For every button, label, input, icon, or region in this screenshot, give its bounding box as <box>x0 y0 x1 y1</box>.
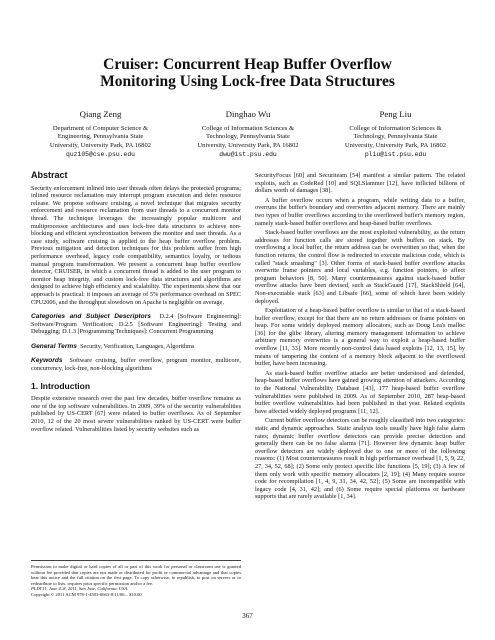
author-dept: Department of Computer Science & <box>52 125 149 133</box>
author-email: quz105@cse.psu.edu <box>65 150 136 158</box>
right-paragraph-1: SecurityFocus [60] and Securiteam [54] manifest a similar pattern. The related exploits, such as CodeRed [10] and SQLSlammer [12], have inflicted billions of dollars worth of damages [38]. <box>255 172 465 195</box>
categories-label: Categories and Subject Descriptors <box>31 313 151 321</box>
intro-heading: 1. Introduction <box>31 380 91 391</box>
author-dept-2: Technology, Pennsylvania State <box>206 133 290 141</box>
right-paragraph-3: Stack-based buffer overflows are the most exploited vulnerability, as the return addresses for function calls are stored together with buffers on stack. By overflowing a local buffer, the return address can be overwritten so that, when the function returns, the control flow is redirected to execute malicious code, which is called "stack smashing" [3]. Other forms of stack-based buffer overflow attacks overwrite frame pointers and local variables, e.g. function pointers, to affect program behaviors [8, 50]. Many countermeasures against stack-based buffer overflow attacks have been devised, such as StackGuard [17], StackShield [64], Non-executable stack [63] and Libsafe [66], some of which have been widely deployed. <box>255 229 465 305</box>
abstract-heading: Abstract <box>31 170 68 180</box>
right-paragraph-2: A buffer overflow occurs when a program, while writing data to a buffer, overruns the buffer's boundary and overwrites adjacent memory. There are mainly two types of buffer overflows according to the overflowed buffer's memory region, namely stack-based buffer overflows and heap-based buffer overflows. <box>255 196 465 227</box>
author-email: dwu@ist.psu.edu <box>219 150 277 158</box>
title-line-1: Cruiser: Concurrent Heap Buffer Overflow <box>103 56 392 73</box>
author-univ: University, University Park, PA 16802 <box>49 141 152 149</box>
right-paragraph-6: Current buffer overflow detectors can be roughly classified into two categories: static and dynamic approaches. Static analysis tools usually have high false alarm rates; dynamic buffer overflow detectors can provide precise detection and generally there can be no false alarms [71]. However few dynamic heap buffer overflow detectors are widely deployed due to one or more of the following reasons: (1) Most countermeasures result in high performance overhead [1, 5, 9, 22, 27, 34, 52, 68]; (2) Some only protect specific libc functions [5, 19]; (3) A few of them only work with specific memory allocators [2, 19]; (4) Many require source code for recompilation [1, 4, 9, 31, 34, 42, 52]; (5) Some are incompatible with legacy code [4, 31, 42]; and (6) Some require special platforms or hardware supports that are rarely available [1, 34]. <box>255 417 465 501</box>
permission-text: Permission to make digital or hard copies of all or part of this work for personal or classroom use is granted without fee provided that copies are not made or distributed for profit or commercial advantage and that copies bear this notice and the full citation on the first page. To copy otherwise, to republish, to post on servers or to redistribute to lists, requires prior specific permission and/or a fee. <box>31 564 241 586</box>
keywords-text: Software cruising, buffer overflow, program monitor, multicore, concurrency, lock-free, non-blocking algorithms <box>31 357 241 373</box>
copyright-text: Copyright © 2011 ACM 978-1-4503-0663-8/11/06... $10.00 <box>31 591 142 597</box>
author-1 <box>28 110 173 159</box>
intro-text: Despite extensive research over the past few decades, buffer overflow remains as one of the top software vulnerabilities. In 2009, 39% of the security vulnerabilities published by US-CERT [67] were related to buffer overflows. As of September 2010, 12 of the 20 most severe vulnerabilities ranked by US-CERT were buffer overflow related. Vulnerabilities listed by security websites such as <box>31 395 241 433</box>
author-name: Dinghao Wu <box>225 109 271 119</box>
author-dept: College of Information Sciences & <box>201 125 295 133</box>
author-email: pliu@ist.psu.edu <box>364 150 427 158</box>
keywords <box>31 357 241 372</box>
permission-notice <box>31 560 241 598</box>
author-name: Peng Liu <box>379 109 412 119</box>
left-column <box>31 172 241 435</box>
author-univ: University, University Park, PA 16802 <box>344 141 447 149</box>
conference-text: PLDI'11, June 4–8, 2011, San Jose, California, USA. <box>31 586 129 592</box>
author-dept: College of Information Sciences & <box>349 125 442 133</box>
title-line-2: Monitoring Using Lock-free Data Structures <box>100 73 395 90</box>
author-2 <box>176 110 321 159</box>
right-paragraph-4: Exploitation of a heap-based buffer overflow is similar to that of a stack-based buffer overflow, except for that there are no return addresses or frame pointers on heap. For some widely deployed memory allocators, such as Doug Lea's malloc [36] for the glibc library, altering memory management information to achieve arbitrary memory overwrites is a general way to exploit a heap-based buffer overflow [11, 33]. More recently non-control data based exploits [12, 13, 15], by means of tampering the content of a memory block adjacent to the overflowed buffer, have been increasing. <box>255 307 465 368</box>
keywords-label: Keywords <box>31 357 63 365</box>
author-dept-2: Technology, Pennsylvania State <box>353 133 438 141</box>
terms-label: General Terms <box>31 342 77 350</box>
right-paragraph-5: As stack-based buffer overflow attacks are better understood and defended, heap-based buffer overflows have gained growing attention of attackers. According to the National Vulnerability Database [43], 177 heap-based buffer overflow vulnerabilities were published in 2009. As of September 2010, 287 heap-based buffer overflow vulnerabilities had been published in that year. Related exploits have affected widely deployed programs [11, 12]. <box>255 369 465 415</box>
categories <box>31 313 241 336</box>
terms-text: Security, Verification, Languages, Algorithms <box>80 342 195 350</box>
abstract-text: Security enforcement inlined into user threads often delays the protected programs; inlined resource reclamation may interrupt program execution and defer resource release. We propose software cruising, a novel technique that migrates security enforcement and resource reclamation from user threads to a concurrent monitor thread. The technique leverages the increasingly popular multicore and multiprocessor architectures and uses lock-free data structures to achieve non-blocking and efficient synchronization between the monitor and user threads. As a case study, software cruising is applied to the heap buffer overflow problem. Previous mitigation and detection techniques for this problem suffer from high performance overhead, legacy code compatibility, semantics loyalty, or tedious manual program transformation. We present a concurrent heap buffer overflow detector, CRUISER, in which a concurrent thread is added to the user program to monitor heap integrity, and custom lock-free data structures and algorithms are designed to achieve high efficiency and scalability. The experiments show that our approach is practical: it imposes an average of 5% performance overhead on SPEC CPU2006, and the throughput slowdown on Apache is negligible on average. <box>31 184 241 306</box>
right-column <box>255 172 465 503</box>
author-dept-2: Engineering, Pennsylvania State <box>57 133 144 141</box>
author-3 <box>323 110 468 159</box>
author-univ: University, University Park, PA 16802 <box>197 141 299 149</box>
paper-title <box>0 56 495 90</box>
page-number: 367 <box>242 612 253 620</box>
categories-text: D.2.4 [Software Engineering]: Software/Program Verification; D.2.5 [Software Engineering]: Testing and Debugging; D.1.3 [Programming Techniques]: Concurrent Programming <box>31 313 241 336</box>
general-terms <box>31 343 241 351</box>
author-name: Qiang Zeng <box>79 109 122 119</box>
author-block <box>28 110 468 159</box>
